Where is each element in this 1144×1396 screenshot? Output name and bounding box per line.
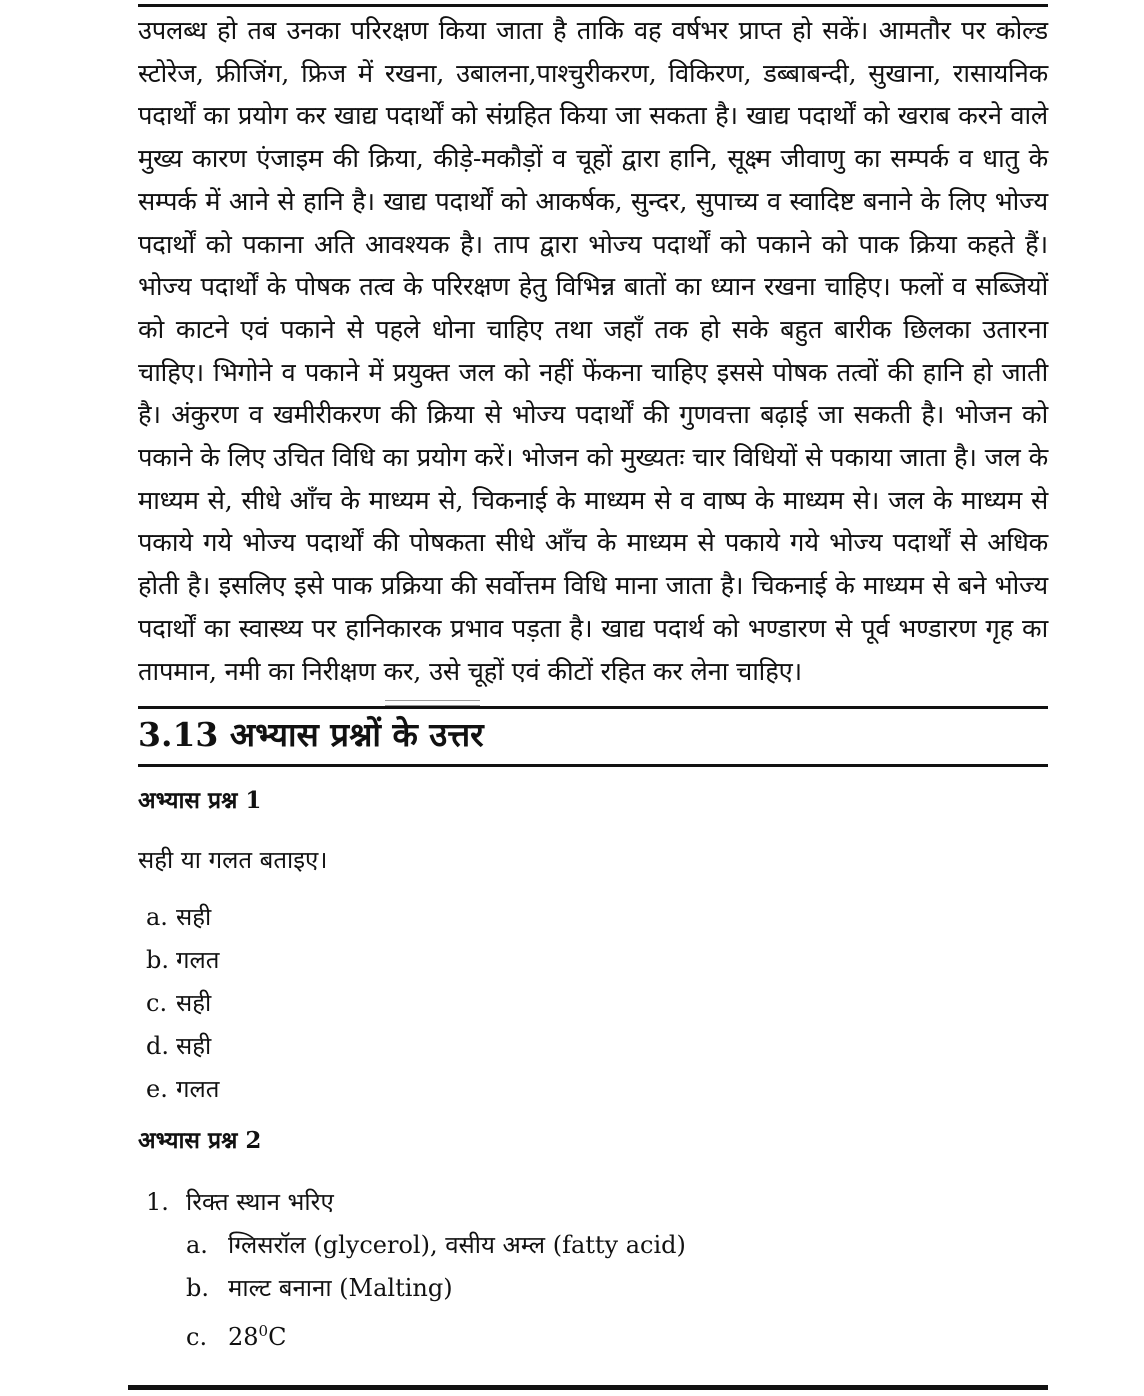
top-rule	[138, 4, 1048, 7]
fill-answer-item	[186, 1228, 686, 1262]
answer-item	[146, 1072, 219, 1106]
answer-letter: b.	[146, 946, 169, 974]
bottom-rule	[128, 1385, 1048, 1390]
section-rule-bottom	[138, 764, 1048, 767]
answer-text: सही	[176, 1032, 212, 1060]
section-heading	[138, 712, 484, 758]
degree-superscript: 0	[258, 1322, 269, 1340]
answer-letter: d.	[146, 1032, 169, 1060]
answer-text: गलत	[176, 946, 220, 974]
answer-item	[146, 986, 211, 1020]
answer-letter: c.	[186, 1323, 208, 1351]
answer-text: गलत	[176, 1075, 220, 1103]
answer-item	[146, 900, 211, 934]
answer-text: सही	[176, 989, 212, 1017]
answer-text: सही	[176, 903, 212, 931]
answer-letter: c.	[146, 989, 168, 1017]
exercise1-heading: अभ्यास प्रश्न 1	[138, 787, 262, 814]
temperature-unit: C	[268, 1323, 287, 1351]
answer-letter: b.	[186, 1274, 209, 1302]
fill-answer-item	[186, 1314, 286, 1354]
fill-answer-item	[186, 1271, 453, 1305]
question-number: 1.	[146, 1188, 169, 1216]
body-paragraph: उपलब्ध हो तब उनका परिरक्षण किया जाता है ताकि वह वर्षभर प्राप्त हो सकें। आमतौर पर कोल्ड स्टोरेज, फ्रीजिंग, फ्रिज में रखना, उबालना,पाश्चुरीकरण, विकिरण, डब्बाबन्दी, सुखाना, रासायनिक पदार्थों का प्रयोग कर खाद्य पदार्थों को संग्रहित किया जा सकता है। खाद्य पदार्थों को खराब करने वाले मुख्य कारण एंजाइम की क्रिया, कीड़े-मकौड़ों व चूहों द्वारा हानि, सूक्ष्म जीवाणु का सम्पर्क व धातु के सम्पर्क में आने से हानि है। खाद्य पदार्थों को आकर्षक, सुन्दर, सुपाच्य व स्वादिष्ट बनाने के लिए भोज्य पदार्थों को पकाना अति आवश्यक है। ताप द्वारा भोज्य पदार्थों को पकाने को पाक क्रिया कहते हैं। भोज्य पदार्थों के पोषक तत्व के परिरक्षण हेतु विभिन्न बातों का ध्यान रखना चाहिए। फलों व सब्जियों को काटने एवं पकाने से पहले धोना चाहिए तथा जहाँ तक हो सके बहुत बारीक छिलका उतारना चाहिए। भिगोने व पकाने में प्रयुक्त जल को नहीं फेंकना चाहिए इससे पोषक तत्वों की हानि हो जाती है। अंकुरण व खमीरीकरण की क्रिया से भोज्य पदार्थों की गुणवत्ता बढ़ाई जा सकती है। भोजन को पकाने के लिए उचित विधि का प्रयोग करें। भोजन को मुख्यतः चार विधियों से पकाया जाता है। जल के माध्यम से, सीधे आँच के माध्यम से, चिकनाई के माध्यम से व वाष्प के माध्यम से। जल के माध्यम से पकाये गये भोज्य पदार्थों की पोषकता सीधे आँच के माध्यम से पकाये गये भोज्य पदार्थों से अधिक होती है। इसलिए इसे पाक प्रक्रिया की सर्वोत्तम विधि माना जाता है। चिकनाई के माध्यम से बने भोज्य पदार्थों का स्वास्थ्य पर हानिकारक प्रभाव पड़ता है। खाद्य पदार्थ को भण्डारण से पूर्व भण्डारण गृह का तापमान, नमी का निरीक्षण कर, उसे चूहों एवं कीटों रहित कर लेना चाहिए।	[138, 16, 1048, 687]
exercise2-heading: अभ्यास प्रश्न 2	[138, 1127, 262, 1154]
answer-text: माल्ट बनाना (Malting)	[228, 1274, 453, 1302]
section-number: 3.13	[138, 715, 219, 754]
section-title: अभ्यास प्रश्नों के उत्तर	[229, 715, 484, 754]
section-rule-top	[138, 706, 1048, 709]
answer-item	[146, 1029, 211, 1063]
answer-item	[146, 943, 219, 977]
question-item	[146, 1185, 334, 1219]
question-text: रिक्त स्थान भरिए	[186, 1188, 334, 1216]
answer-letter: e.	[146, 1075, 168, 1103]
temperature-value: 28	[228, 1323, 259, 1351]
answer-letter: a.	[186, 1231, 208, 1259]
exercise1-instruction: सही या गलत बताइए।	[138, 846, 328, 874]
answer-text: ग्लिसरॉल (glycerol), वसीय अम्ल (fatty acid)	[228, 1231, 686, 1259]
answer-letter: a.	[146, 903, 168, 931]
